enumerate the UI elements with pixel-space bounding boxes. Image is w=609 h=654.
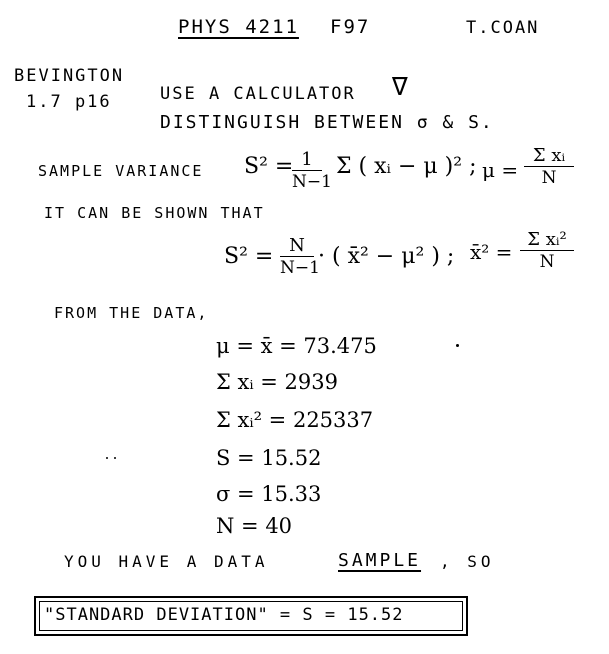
variance-lhs: S² = — [244, 154, 294, 179]
shown-frac-num: N — [280, 236, 314, 257]
variance-fraction — [292, 149, 332, 193]
conclusion-before: YOU HAVE A DATA — [64, 552, 269, 571]
variance-sum-expression: Σ ( xᵢ − μ )² ; — [336, 154, 477, 179]
x2-fraction — [520, 230, 574, 273]
mu-fraction — [524, 146, 574, 189]
data-label: FROM THE DATA, — [54, 304, 209, 322]
x2-frac-den: N — [539, 252, 555, 272]
shown-frac-den: N−1 — [280, 258, 320, 278]
intro-line-2: DISTINGUISH BETWEEN σ & S. — [160, 112, 494, 133]
x2-equals: x̄² = — [470, 240, 513, 264]
data-n: N = 40 — [216, 514, 293, 538]
x2-frac-num: Σ xᵢ² — [520, 230, 574, 251]
data-sum-x2: Σ xᵢ² = 225337 — [216, 408, 374, 432]
data-s: S = 15.52 — [216, 446, 322, 470]
variance-frac-num: 1 — [292, 150, 322, 171]
reference-book: BEVINGTON — [14, 66, 125, 86]
mu-frac-num: Σ xᵢ — [524, 146, 574, 167]
conclusion-after: , SO — [440, 552, 495, 571]
mu-frac-den: N — [541, 168, 557, 188]
reference-section: 1.7 p16 — [26, 92, 112, 112]
pen-dot — [106, 457, 108, 459]
course-title: PHYS 4211 — [178, 16, 299, 38]
data-sigma: σ = 15.33 — [216, 482, 322, 506]
pen-dot — [456, 344, 459, 347]
variance-frac-den: N−1 — [292, 172, 332, 192]
mu-equals: μ = — [482, 158, 519, 182]
author-name: T.COAN — [466, 18, 540, 38]
result-box — [34, 596, 468, 636]
data-sum-x: Σ xᵢ = 2939 — [216, 370, 338, 394]
term-label: F97 — [330, 16, 371, 38]
nabla-mark: ∇ — [392, 72, 410, 102]
intro-line-1: USE A CALCULATOR — [160, 84, 356, 104]
shown-lhs: S² = — [224, 244, 274, 269]
shown-middle: · ( x̄² − μ² ) ; — [318, 244, 455, 269]
conclusion-sample: SAMPLE — [338, 550, 422, 571]
shown-fraction — [280, 235, 320, 279]
boxed-result: "STANDARD DEVIATION" = S = 15.52 — [44, 605, 404, 625]
shown-label: IT CAN BE SHOWN THAT — [44, 204, 265, 222]
data-mean: μ = x̄ = 73.475 — [216, 334, 377, 358]
pen-dot — [114, 457, 116, 459]
sample-variance-label: SAMPLE VARIANCE — [38, 162, 204, 180]
